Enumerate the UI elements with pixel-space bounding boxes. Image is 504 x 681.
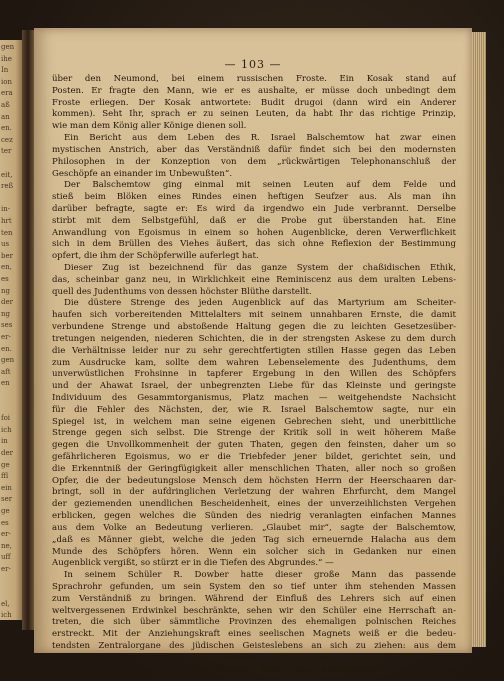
left-page-fragment: aft [1, 367, 11, 376]
left-page-fragment: ser [1, 495, 13, 504]
text-line: gegen die Unvollkommenheit der guten Thaten, gegen den feinsten, daher um so [52, 440, 456, 451]
left-page-fragment: aß [1, 101, 10, 109]
text-line: die Erkenntniß der Geringfügigkeit aller menschlichen Thaten, aller noch so großen [52, 463, 456, 474]
left-page-fragment: in- [1, 205, 11, 214]
text-line: treten, die sich über sämmtliche Provinzen des ehemaligen polnischen Reiches [52, 617, 456, 628]
text-line: zum Verständniß zu bringen. Während der Einfluß des Lehrers sich auf einen [52, 593, 456, 604]
left-page-fragment: el, [1, 599, 10, 608]
left-page-fragment: reß [1, 182, 14, 191]
text-line: Strenge gegen sich selbst. Die Strenge der Kritik soll in weit höherem Maße [52, 428, 456, 439]
left-page-fragment: era [1, 89, 13, 98]
left-page-fragment: ten [1, 228, 13, 237]
left-page-fragment: us [1, 240, 10, 249]
text-line: unverwüstlichen Frohsinne in tapferer Ergebung in den Willen des Schöpfers [52, 369, 456, 380]
text-line: für die Fehler des Nächsten, der, wie R. Israel Balschemtow sagte, nur ein [52, 404, 456, 415]
text-line: burger, den Schulkollegen des Wilnaer Gaon, den berühmten R. Salomo aus [52, 664, 456, 675]
text-line: stieß beim Blöken eines Rindes einen heftigen Seufzer aus. Als man ihn [52, 192, 456, 203]
text-line: tretungen neigenden, niederen Schichten, die in der strengsten Askese zu dem durch [52, 333, 456, 344]
left-page-fragment: ge [1, 507, 10, 515]
text-line: Die düstere Strenge des jeden Augenblick auf das Martyrium am Scheiter- [64, 298, 456, 309]
previous-page-edge [0, 40, 22, 620]
left-page-fragment: ion [1, 77, 12, 86]
left-page-fragment: er- [1, 333, 11, 341]
text-line: quell des Judenthums von dessen höchster Blüthe darstellt. [52, 286, 312, 297]
left-page-fragment: ihe [1, 54, 12, 63]
left-page-fragment: ein [1, 483, 12, 492]
text-line: über den Neumond, bei einem russischen Froste. Ein Kosak stand auf [52, 74, 456, 84]
left-page-fragment: en, [1, 263, 12, 272]
text-line: bringt, soll in der aufdringlichen Verletzung der wahren Ehrfurcht, dem Mangel [52, 487, 456, 498]
text-line: kommen). Seht Ihr, sprach er zu seinen Leuten, da habt Ihr das richtige Prinzip, [52, 109, 456, 120]
text-line: erstreckt. Mit der Anziehungskraft eines seelischen Magnets weiß er die bedeu- [52, 629, 456, 640]
book-page [34, 28, 472, 675]
left-page-fragment: In [1, 66, 9, 75]
left-page-fragment: en. [1, 344, 12, 353]
left-page-fragment: en. [1, 124, 12, 133]
left-page-fragment: ffl [1, 472, 9, 481]
text-line: erblicken, gegen welches die Sünden des niedrig veranlagten einfachen Mannes [52, 511, 456, 522]
left-page-fragment: an [1, 112, 10, 121]
page-text [52, 74, 456, 676]
left-page-fragment: ber [1, 251, 13, 260]
text-line: Individuum des Gesammtorganismus, Platz machen — weitgehendste Nachsicht [52, 392, 456, 403]
text-line: Augenblick vergißt, so stürzt er in die Tiefen des Abgrundes.“ — [52, 558, 334, 569]
text-line: Spiegel ist, in welchem man seine eigenen Gebrechen sieht, und unerbittliche [52, 416, 456, 427]
text-line: haufen sich vorbereitenden Mittelalters mit seinem unnahbaren Ernste, die damit [52, 310, 456, 321]
text-line: verbundene Strenge und abstoßende Haltung gegen die zu leichten Gesetzesüber- [52, 322, 456, 333]
text-line: Philosophen in der Konzeption von dem „rückwärtigen Telephonanschluß der [52, 156, 456, 167]
left-page-fragment: foi [1, 414, 11, 423]
text-line: fernen Littauen den R. Nachum Otterstetzer, R. Chaim Ham- [52, 652, 456, 663]
text-line: sich in dem Brüllen des Viehes äußert, das sich ohne Reflexion der Bestimmung [52, 239, 456, 250]
left-page-fragment: ich [1, 425, 12, 434]
left-page-fragment: er- [1, 565, 11, 573]
text-line: zum Ausdrucke kam, sollte dem wahren Lebenselemente des Judenthums, dem [52, 357, 456, 368]
book-gutter [22, 30, 34, 630]
page-stack-edge [472, 32, 486, 647]
left-page-fragment: ter [1, 147, 12, 156]
left-page-fragment: ne, [1, 541, 12, 550]
text-line: das, scheinbar ganz neu, in Wirklichkeit eine Reminiscenz aus dem uralten Lebens- [52, 274, 456, 285]
text-line: Ein Bericht aus dem Leben des R. Israel Balschemtow hat zwar einen [64, 133, 456, 144]
left-page-fragment: hrt [1, 217, 12, 225]
text-line: Froste erliegen. Der Kosak antwortete: Budit drugoi (dann wird ein Anderer [52, 97, 456, 108]
left-page-fragment: er- [1, 530, 11, 539]
text-line: aus dem Volke an Bedeutung verlieren. „Glaubet mir“, sagte der Balschemtow, [52, 522, 456, 533]
left-page-fragment: uff [1, 553, 11, 562]
text-line: Munde des Schöpfers hören. Wenn ein solcher sich in Gedanken nur einen [52, 546, 456, 557]
text-line: opfert, die ihm der Schöpferwille auferlegt hat. [52, 251, 259, 262]
text-line: Posten. Er fragte den Mann, wie er es aushalte, er müsse doch unbedingt dem [52, 85, 456, 96]
left-page-fragment: ng [1, 309, 10, 318]
text-line: tendsten Zentralorgane des jüdischen Geisteslebens an sich zu ziehen: aus dem [52, 641, 456, 651]
text-line: Der Balschemtow ging einmal mit seinen Leuten auf dem Felde und [64, 180, 456, 191]
left-page-fragment: gen [1, 356, 15, 365]
text-line: darüber befragte, sagte er: Es wird da irgendwo ein Jude verbrannt. Derselbe [52, 203, 456, 214]
text-line: der geziemenden unendlichen Bescheidenheit, eines der unverzeihlichsten Vergehen [52, 499, 456, 510]
left-page-fragment: in [1, 437, 8, 446]
text-line: mystischen Anstrich, aber das Verständniß dafür findet sich bei den modernsten [52, 144, 456, 155]
text-line: Geschöpfe an einander im Unbewußten“. [52, 168, 233, 179]
left-page-fragment: ses [1, 321, 13, 330]
text-line: Anwandlung von Egoismus in einem so hohen Augenblicke, deren Verwerflichkeit [52, 227, 456, 238]
text-line: die Verhältnisse leider nur zu sehr gerechtfertigten stillen Hasse gegen das Leben [52, 345, 456, 356]
text-line: gefährlicheren Egoismus, wo er die Triebfeder jener bildet, gerichtet sein, und [52, 452, 456, 462]
left-page-fragment: es [1, 275, 9, 283]
text-line: Sprachrohr gefunden, um sein System den so tief unter ihm stehenden Massen [52, 581, 456, 592]
page-number: — 103 — [224, 58, 282, 71]
text-line: und der Ahawat Israel, der unbegrenzten Liebe für das Kleinste und geringste [52, 381, 456, 392]
left-page-fragment: en [1, 379, 10, 388]
text-line: Dieser Zug ist bezeichnend für das ganze System der chaßidischen Ethik, [64, 263, 456, 273]
text-line: stirbt mit dem Selbstgefühl, daß er die Probe gut überstanden hat. Eine [52, 215, 456, 226]
left-page-fragment: es [1, 518, 9, 527]
left-page-fragment: cez [1, 135, 13, 144]
text-line: wie man dem König aller Könige dienen soll. [52, 121, 247, 132]
text-line: In seinem Schüler R. Dowber hatte dieser große Mann das passende [64, 570, 456, 581]
left-page-fragment: eit, [1, 170, 13, 179]
left-page-fragment: der [1, 298, 13, 307]
left-page-fragment: der [1, 449, 13, 457]
left-page-fragment: ge [1, 460, 10, 469]
text-line: Opfer, die der bedeutungslose Mensch dem höchsten Herrn der Heerschaaren dar- [52, 475, 456, 486]
left-page-fragment: ng [1, 286, 10, 295]
left-page-fragment: ich [1, 611, 12, 620]
text-line: weltvergessenen Erdwinkel beschränkte, sehen wir den Schüler eine Herrschaft an- [52, 605, 456, 616]
left-page-fragment: gen [1, 43, 15, 51]
text-line: „daß es Männer giebt, welche die jeden Tag sich erneuernde Halacha aus dem [52, 534, 456, 545]
